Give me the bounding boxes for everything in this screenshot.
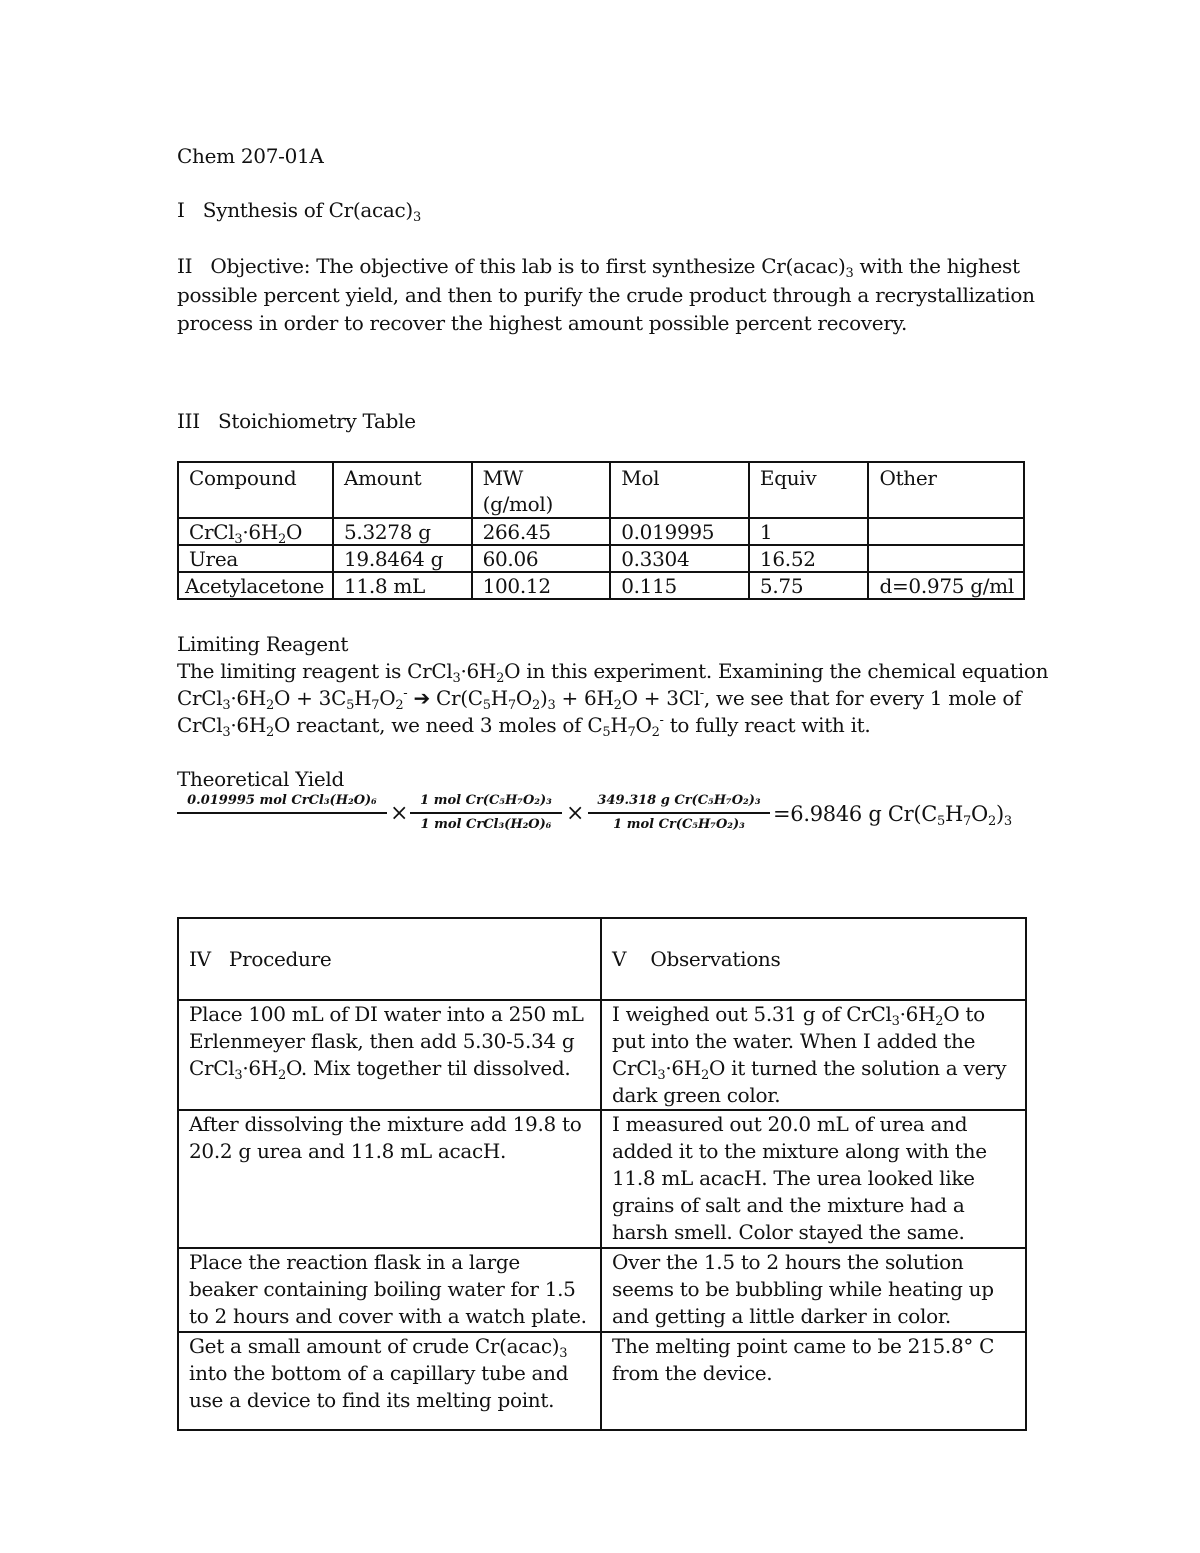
theoretical-yield-result: =6.9846 g $Cr(C_5H_7O_2)_3$ bbox=[773, 802, 1012, 829]
table-header-row bbox=[178, 918, 1026, 1000]
column-header: Equiv bbox=[749, 462, 869, 518]
compound-cell: Urea bbox=[178, 545, 333, 572]
observation-cell: I weighed out 5.31 g of $CrCl_3\cdot 6H_2O$ to put into the water. When I added the $CrCl_3\cdot 6H_2O$ it turned the solution a very dark green color. bbox=[601, 1000, 1026, 1110]
objective-line-2: possible percent yield, and then to purify the crude product through a recrystallization bbox=[177, 283, 1035, 307]
table-row bbox=[178, 1332, 1026, 1430]
observation-cell: Over the 1.5 to 2 hours the solution seems to be bubbling while heating up and getting a little darker in color. bbox=[601, 1248, 1026, 1332]
equiv-cell: 5.75 bbox=[749, 572, 869, 599]
other-cell bbox=[868, 545, 1024, 572]
stoichiometry-table bbox=[177, 461, 1025, 600]
section-title-text: Synthesis of Cr(acac) bbox=[202, 198, 413, 222]
table-row bbox=[178, 518, 1024, 545]
procedure-observations-table bbox=[177, 917, 1027, 1431]
arrow-right-icon: ➔ bbox=[413, 686, 430, 710]
mw-cell: 60.06 bbox=[472, 545, 611, 572]
amount-cell: 5.3278 g bbox=[333, 518, 472, 545]
procedure-cell: Place the reaction flask in a large beaker containing boiling water for 1.5 to 2 hours and cover with a watch plate. bbox=[178, 1248, 601, 1332]
column-header: Other bbox=[868, 462, 1024, 518]
chemical-equation-line: $CrCl_3\cdot 6H_2O + 3C_5H_7O_2^-$ ➔ $Cr(C_5H_7O_2)_3 + 6H_2O + 3Cl^-$, we see that for every 1 mole of bbox=[177, 686, 1022, 713]
procedure-cell: Place 100 mL of DI water into a 250 mL Erlenmeyer flask, then add 5.30-5.34 g $CrCl_3\cdot 6H_2O$. Mix together til dissolved. bbox=[178, 1000, 601, 1110]
column-header: Compound bbox=[178, 462, 333, 518]
table-row bbox=[178, 1248, 1026, 1332]
mw-cell: 100.12 bbox=[472, 572, 611, 599]
multiply-sign: × bbox=[566, 801, 585, 826]
fraction-moles-crcl3: 0.019995 mol CrCl₃(H₂O)₆ bbox=[177, 792, 387, 834]
other-cell bbox=[868, 518, 1024, 545]
table-row bbox=[178, 572, 1024, 599]
column-header: Amount bbox=[333, 462, 472, 518]
objective-line-1: II Objective: The objective of this lab is to first synthesize $Cr(acac)_3$ with the highest bbox=[177, 254, 1020, 281]
mol-cell: 0.115 bbox=[610, 572, 749, 599]
procedure-header: IV Procedure bbox=[178, 918, 601, 1000]
objective-line-3: process in order to recover the highest amount possible percent recovery. bbox=[177, 311, 908, 335]
multiply-sign: × bbox=[390, 801, 409, 826]
procedure-cell: Get a small amount of crude $Cr(acac)_3$ into the bottom of a capillary tube and use a device to find its melting point. bbox=[178, 1332, 601, 1430]
observation-cell: I measured out 20.0 mL of urea and added it to the mixture along with the 11.8 mL acacH. The urea looked like grains of salt and the mixture had a harsh smell. Color stayed the same. bbox=[601, 1110, 1026, 1248]
section-title-stoichiometry: III Stoichiometry Table bbox=[177, 409, 416, 433]
observations-header: V Observations bbox=[601, 918, 1026, 1000]
column-header: Mol bbox=[610, 462, 749, 518]
limiting-reagent-line-1: The limiting reagent is $CrCl_3\cdot 6H_2O$ in this experiment. Examining the chemical equation bbox=[177, 659, 1049, 686]
mol-cell: 0.019995 bbox=[610, 518, 749, 545]
procedure-cell: After dissolving the mixture add 19.8 to 20.2 g urea and 11.8 mL acacH. bbox=[178, 1110, 601, 1248]
fraction-molar-mass: 349.318 g Cr(C₅H₇O₂)₃ 1 mol Cr(C₅H₇O₂)₃ bbox=[588, 792, 770, 834]
mol-cell: 0.3304 bbox=[610, 545, 749, 572]
compound-cell: $CrCl_3\cdot 6H_2O$ bbox=[178, 518, 333, 545]
theoretical-yield-heading: Theoretical Yield bbox=[177, 767, 344, 791]
amount-cell: 11.8 mL bbox=[333, 572, 472, 599]
table-header-row bbox=[178, 462, 1024, 518]
section-number: I bbox=[177, 198, 185, 222]
table-row bbox=[178, 545, 1024, 572]
table-row bbox=[178, 1000, 1026, 1110]
column-header: MW (g/mol) bbox=[472, 462, 611, 518]
compound-cell: Acetylacetone bbox=[178, 572, 333, 599]
equiv-cell: 16.52 bbox=[749, 545, 869, 572]
section-title-synthesis: I Synthesis of $Cr(acac)_3$ bbox=[177, 198, 421, 225]
course-code: Chem 207-01A bbox=[177, 144, 324, 168]
mw-cell: 266.45 bbox=[472, 518, 611, 545]
limiting-reagent-heading: Limiting Reagent bbox=[177, 632, 349, 656]
other-cell: d=0.975 g/ml bbox=[868, 572, 1024, 599]
equiv-cell: 1 bbox=[749, 518, 869, 545]
table-row bbox=[178, 1110, 1026, 1248]
amount-cell: 19.8464 g bbox=[333, 545, 472, 572]
observation-cell: The melting point came to be 215.8° C from the device. bbox=[601, 1332, 1026, 1430]
limiting-reagent-line-3: $CrCl_3\cdot 6H_2O$ reactant, we need 3 moles of $C_5H_7O_2^-$ to fully react with it. bbox=[177, 713, 871, 740]
fraction-mole-ratio: 1 mol Cr(C₅H₇O₂)₃ 1 mol CrCl₃(H₂O)₆ bbox=[410, 792, 562, 834]
